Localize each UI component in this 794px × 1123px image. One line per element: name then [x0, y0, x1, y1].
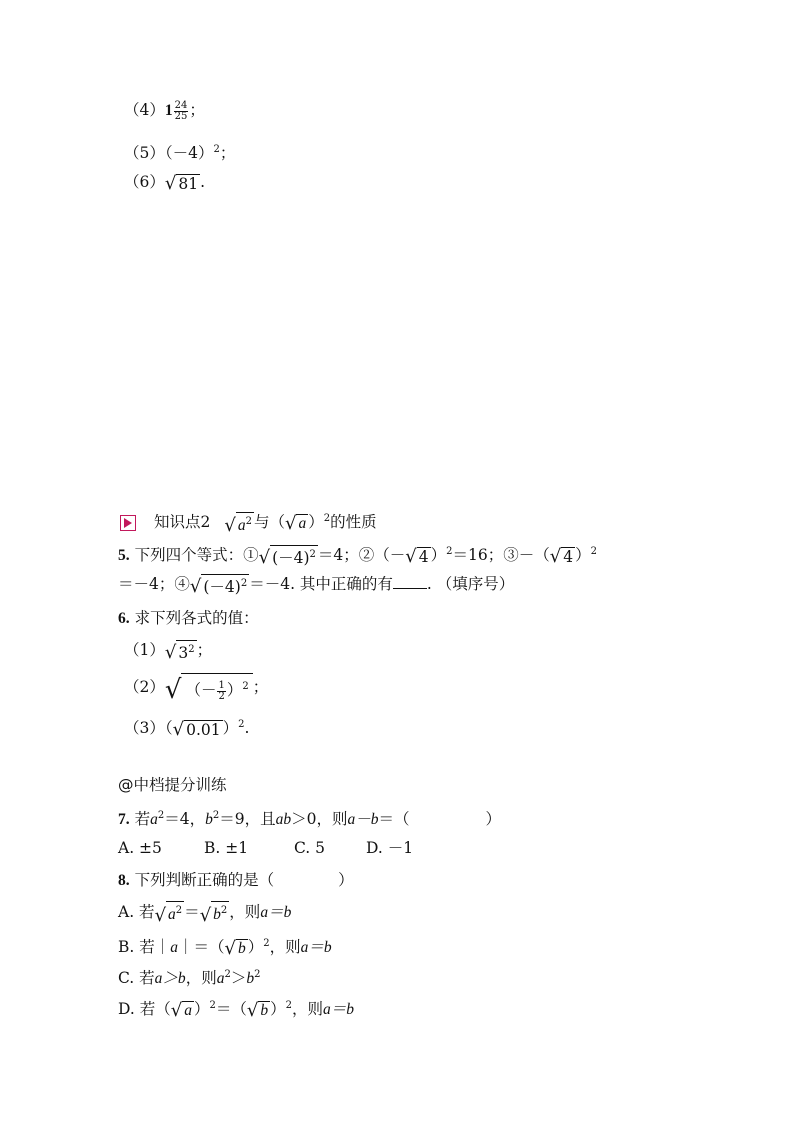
item-label: （6）: [124, 173, 165, 191]
text: ，则: [185, 969, 217, 988]
numerator: 1: [218, 679, 225, 691]
question-7: [118, 804, 501, 832]
question-8-option-d[interactable]: [118, 994, 354, 1022]
text: ＝16；③－（: [452, 546, 550, 565]
punct: ；: [189, 101, 205, 119]
question-8: [118, 868, 354, 893]
var-a: a: [168, 906, 176, 924]
text: ）: [338, 871, 354, 889]
exponent: 2: [224, 969, 231, 980]
exponent: 2: [188, 643, 195, 655]
question-number: 5.: [118, 547, 130, 565]
var-b: b: [205, 811, 213, 829]
text: ＝－4. 其中正确的有: [249, 575, 393, 593]
exponent: 2: [209, 1000, 216, 1011]
var-b: b: [246, 970, 255, 988]
sqrt: √ 4: [549, 545, 574, 567]
radicand: (－4): [272, 549, 310, 568]
exponent: 2: [212, 810, 220, 821]
text: ）: [308, 513, 324, 532]
knowledge-point-header: [120, 507, 377, 535]
exponent: 2: [285, 1000, 292, 1011]
question-number: 7.: [118, 811, 130, 829]
var-a: a: [237, 516, 246, 534]
var-a: a: [298, 514, 307, 532]
exponent: 2: [309, 549, 316, 561]
var-b: b: [213, 906, 221, 924]
var-b: b: [238, 939, 246, 957]
denominator: 2: [218, 690, 225, 702]
exponent: 2: [323, 513, 331, 524]
text: ｜＝（: [178, 938, 225, 957]
punct: ；: [196, 641, 213, 659]
sqrt: √ $a^2$: [224, 512, 254, 535]
option-d[interactable]: D. －1: [366, 839, 414, 857]
var-a: a: [170, 939, 178, 957]
var-ab: ab: [275, 811, 292, 829]
question-5-line-1: [118, 540, 597, 568]
option-label: A. 若: [118, 903, 155, 921]
denominator: 25: [174, 110, 188, 122]
text: （－: [185, 681, 217, 700]
exponent: 2: [446, 546, 453, 557]
expression: （－4）: [164, 144, 214, 163]
option-c[interactable]: C. 5: [294, 839, 326, 857]
text: 下列判断正确的是（: [134, 871, 275, 889]
text: ，则: [269, 938, 301, 957]
knowledge-point-title: 知识点2: [154, 513, 211, 532]
sqrt: √ b: [224, 937, 246, 959]
section-title: @中档提分训练: [118, 776, 227, 794]
exponent: 2: [245, 515, 252, 527]
radicand: 4: [418, 547, 429, 566]
sqrt: √ 4: [405, 545, 429, 567]
item-6: [124, 170, 205, 194]
question-6-part-2: [124, 672, 269, 706]
sqrt: √ a: [170, 999, 192, 1021]
item-label: （3）: [124, 719, 165, 738]
sqrt: √ $b^2$: [200, 901, 230, 924]
text: ＝9，且: [219, 810, 276, 829]
exponent: 2: [242, 680, 249, 692]
question-8-option-b[interactable]: [118, 932, 332, 960]
exponent: 2: [175, 905, 183, 917]
text: . （填序号）: [426, 575, 515, 593]
text: ）: [430, 546, 447, 565]
sqrt: √ b: [246, 999, 269, 1021]
item-label: （5）: [124, 144, 165, 163]
text: ＝4；②（－: [317, 546, 406, 565]
option-label: C. 若: [118, 969, 155, 988]
fraction: [217, 681, 225, 702]
question-6: [118, 606, 259, 631]
sqrt: √ 0.01: [172, 718, 221, 740]
question-5-line-2: [118, 572, 514, 596]
sqrt: √ $(-4)^2$: [259, 545, 318, 567]
question-8-option-c[interactable]: [118, 963, 260, 991]
exponent: 2: [157, 810, 165, 821]
radicand: 0.01: [186, 720, 221, 739]
exponent: 2: [220, 905, 228, 917]
text: （: [164, 719, 173, 738]
var-a: a: [184, 1001, 192, 1019]
expression: a＝b: [300, 939, 332, 957]
radicand: 4: [563, 547, 574, 566]
text: ＝4，: [164, 810, 206, 829]
text: 求下列各式的值：: [134, 609, 259, 627]
question-6-part-1: [124, 638, 212, 662]
punct: ；: [252, 678, 269, 696]
exponent: 2: [213, 144, 220, 155]
question-number: 6.: [118, 610, 130, 627]
text: ＝（: [378, 810, 410, 829]
punct: ；: [219, 144, 236, 163]
text: ）: [193, 1000, 210, 1019]
question-7-options: [118, 836, 413, 860]
text: ＝－4；④: [118, 575, 190, 593]
option-a[interactable]: A. ±5: [118, 839, 162, 857]
fraction: [174, 101, 189, 122]
mixed-whole: 1: [164, 102, 173, 119]
text: ）: [226, 681, 243, 700]
play-icon: [120, 515, 136, 531]
answer-blank[interactable]: [393, 574, 427, 589]
sqrt: √ a: [285, 512, 307, 534]
expression: a＝b: [260, 904, 292, 921]
expression: a－b: [347, 811, 379, 829]
exponent: 2: [238, 719, 245, 730]
radicand: (－4): [203, 578, 241, 597]
text: ＞: [230, 969, 247, 988]
question-6-part-3: [124, 713, 249, 740]
exponent: 2: [590, 546, 598, 557]
item-label: （4）: [124, 101, 165, 119]
text: ）: [270, 1000, 286, 1019]
var-b: b: [260, 1001, 269, 1019]
option-label: B. 若｜: [118, 938, 171, 957]
numerator: 24: [174, 99, 188, 111]
text: 下列四个等式：①: [134, 546, 259, 565]
item-label: （2）: [124, 678, 165, 696]
option-b[interactable]: B. ±1: [204, 839, 249, 857]
text: ，则: [229, 903, 261, 921]
text: ，则: [292, 1000, 324, 1019]
text: ＝（: [215, 1000, 247, 1019]
question-number: 8.: [118, 872, 130, 889]
radicand: 3: [178, 644, 189, 663]
item-4: [124, 98, 205, 123]
exponent: 2: [254, 969, 261, 980]
text: ＝: [184, 903, 200, 921]
sqrt: √ 81: [164, 172, 199, 194]
expression: a＞b: [154, 970, 186, 988]
text: 若: [134, 810, 151, 829]
sqrt: √ $3^2$: [165, 640, 197, 662]
sqrt: √ $a^2$: [155, 901, 185, 924]
text: ＞0，则: [291, 810, 348, 829]
item-5: [124, 138, 235, 165]
option-label: D. 若（: [118, 1000, 171, 1019]
sqrt: √ $(-4)^2$: [190, 574, 249, 596]
text: ）: [222, 719, 239, 738]
item-label: （1）: [124, 641, 165, 659]
punct: .: [200, 173, 206, 191]
expression: a＝b: [323, 1001, 355, 1019]
radicand: 81: [178, 174, 199, 193]
var-a: a: [216, 970, 225, 988]
text: ）: [247, 938, 264, 957]
question-8-option-a[interactable]: [118, 900, 291, 925]
text: ）: [485, 810, 501, 829]
var-a: a: [150, 811, 158, 829]
exponent: 2: [263, 938, 270, 949]
sqrt: √ （－ $\frac{1}{2}$ ）$^2$: [165, 673, 253, 703]
text: ）: [575, 546, 591, 565]
punct: .: [244, 719, 250, 738]
text: 的性质: [330, 513, 377, 532]
exponent: 2: [240, 577, 248, 589]
text: 与（: [253, 513, 285, 532]
